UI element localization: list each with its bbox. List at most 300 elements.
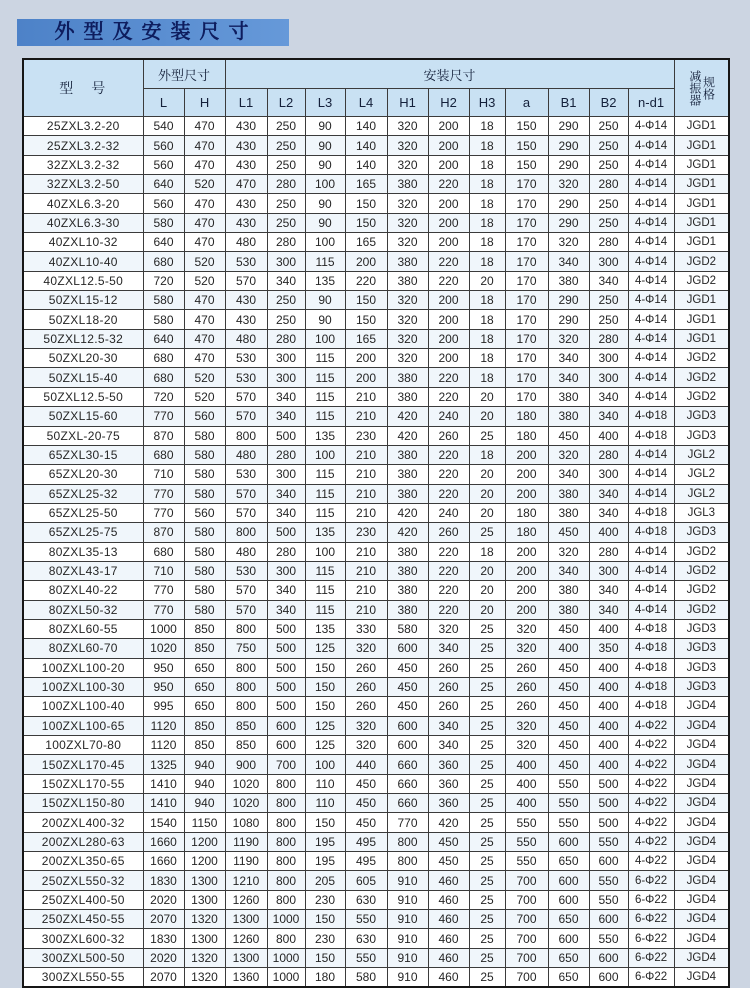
dimension-cell: 420 bbox=[387, 523, 428, 542]
dimension-cell: 250 bbox=[267, 291, 305, 310]
table-row bbox=[23, 948, 729, 967]
dimension-cell: 250 bbox=[589, 213, 628, 232]
dimension-cell: 4-Φ14 bbox=[628, 445, 674, 464]
dimension-cell: 220 bbox=[428, 600, 469, 619]
dimension-cell: 150 bbox=[305, 697, 345, 716]
dimension-cell: 200 bbox=[505, 445, 548, 464]
dimension-cell: 115 bbox=[305, 407, 345, 426]
dimension-cell: 320 bbox=[387, 213, 428, 232]
damper-spec-cell: JGD3 bbox=[674, 407, 729, 426]
dimension-cell: 850 bbox=[184, 639, 225, 658]
dimension-cell: 550 bbox=[589, 832, 628, 851]
dimension-cell: 220 bbox=[345, 271, 387, 290]
dimension-cell: 430 bbox=[225, 213, 267, 232]
dimension-cell: 290 bbox=[548, 136, 589, 155]
dimension-cell: 420 bbox=[387, 426, 428, 445]
dimension-cell: 25 bbox=[469, 426, 505, 445]
dimension-cell: 260 bbox=[428, 426, 469, 445]
dimension-cell: 340 bbox=[428, 736, 469, 755]
table-row bbox=[23, 561, 729, 580]
dimension-cell: 750 bbox=[225, 639, 267, 658]
dimension-cell: 850 bbox=[225, 736, 267, 755]
dimension-cell: 220 bbox=[428, 175, 469, 194]
dimension-cell: 800 bbox=[267, 929, 305, 948]
dimension-cell: 18 bbox=[469, 175, 505, 194]
damper-spec-cell: JGD1 bbox=[674, 194, 729, 213]
dimension-cell: 18 bbox=[469, 252, 505, 271]
dimension-cell: 1020 bbox=[143, 639, 184, 658]
dimension-cell: 800 bbox=[267, 852, 305, 871]
dimension-cell: 450 bbox=[548, 677, 589, 696]
dimension-cell: 200 bbox=[428, 194, 469, 213]
dimension-cell: 210 bbox=[345, 542, 387, 561]
dimension-cell: 340 bbox=[548, 252, 589, 271]
dimension-cell: 210 bbox=[345, 561, 387, 580]
table-body bbox=[23, 117, 729, 988]
table-row bbox=[23, 929, 729, 948]
dimension-cell: 1190 bbox=[225, 832, 267, 851]
dimension-cell: 700 bbox=[505, 910, 548, 929]
table-row bbox=[23, 426, 729, 445]
dimension-cell: 560 bbox=[143, 136, 184, 155]
dimension-cell: 6-Φ22 bbox=[628, 890, 674, 909]
dimension-cell: 600 bbox=[548, 832, 589, 851]
dimension-cell: 910 bbox=[387, 929, 428, 948]
dimension-cell: 260 bbox=[505, 697, 548, 716]
column-header-H3: H3 bbox=[469, 89, 505, 117]
dimension-cell: 560 bbox=[143, 194, 184, 213]
dimension-cell: 4-Φ14 bbox=[628, 465, 674, 484]
column-header-H1: H1 bbox=[387, 89, 428, 117]
dimension-cell: 200 bbox=[505, 600, 548, 619]
dimension-cell: 600 bbox=[548, 890, 589, 909]
dimension-cell: 450 bbox=[548, 736, 589, 755]
table-row bbox=[23, 542, 729, 561]
dimension-cell: 300 bbox=[589, 368, 628, 387]
dimension-cell: 1000 bbox=[267, 910, 305, 929]
dimension-cell: 20 bbox=[469, 581, 505, 600]
dimension-cell: 460 bbox=[428, 929, 469, 948]
damper-spec-cell: JGL2 bbox=[674, 465, 729, 484]
damper-spec-cell: JGD4 bbox=[674, 794, 729, 813]
dimension-cell: 400 bbox=[589, 755, 628, 774]
dimension-cell: 6-Φ22 bbox=[628, 910, 674, 929]
dimension-cell: 520 bbox=[184, 175, 225, 194]
dimension-cell: 380 bbox=[387, 542, 428, 561]
dimension-cell: 470 bbox=[184, 291, 225, 310]
model-cell: 100ZXL100-40 bbox=[23, 697, 143, 716]
dimension-cell: 340 bbox=[548, 349, 589, 368]
dimension-cell: 660 bbox=[387, 794, 428, 813]
model-cell: 50ZXL-20-75 bbox=[23, 426, 143, 445]
dimension-cell: 320 bbox=[345, 736, 387, 755]
dimension-cell: 800 bbox=[225, 677, 267, 696]
dimension-cell: 500 bbox=[267, 677, 305, 696]
dimension-cell: 1300 bbox=[225, 910, 267, 929]
dimension-cell: 200 bbox=[428, 136, 469, 155]
damper-spec-cell: JGD1 bbox=[674, 155, 729, 174]
dimension-cell: 210 bbox=[345, 445, 387, 464]
dimension-cell: 800 bbox=[267, 774, 305, 793]
column-header-L4: L4 bbox=[345, 89, 387, 117]
table-row bbox=[23, 852, 729, 871]
dimension-cell: 340 bbox=[589, 484, 628, 503]
damper-spec-cell: JGD4 bbox=[674, 852, 729, 871]
dimension-cell: 550 bbox=[548, 774, 589, 793]
dimension-cell: 170 bbox=[505, 213, 548, 232]
dimension-cell: 600 bbox=[589, 910, 628, 929]
dimension-cell: 4-Φ22 bbox=[628, 716, 674, 735]
dimension-cell: 170 bbox=[505, 271, 548, 290]
table-row bbox=[23, 774, 729, 793]
dimension-cell: 580 bbox=[184, 465, 225, 484]
dimension-cell: 470 bbox=[184, 329, 225, 348]
dimension-cell: 530 bbox=[225, 349, 267, 368]
dimension-cell: 165 bbox=[345, 233, 387, 252]
dimension-cell: 940 bbox=[184, 755, 225, 774]
dimension-cell: 530 bbox=[225, 561, 267, 580]
dimension-cell: 25 bbox=[469, 523, 505, 542]
dimension-cell: 200 bbox=[428, 155, 469, 174]
damper-spec-cell: JGL3 bbox=[674, 503, 729, 522]
table-row bbox=[23, 968, 729, 988]
model-cell: 80ZXL60-70 bbox=[23, 639, 143, 658]
dimension-cell: 470 bbox=[184, 117, 225, 136]
dimension-cell: 25 bbox=[469, 658, 505, 677]
dimension-cell: 1260 bbox=[225, 929, 267, 948]
dimension-cell: 320 bbox=[387, 233, 428, 252]
dimension-cell: 100 bbox=[305, 445, 345, 464]
dimension-cell: 770 bbox=[387, 813, 428, 832]
dimension-cell: 20 bbox=[469, 407, 505, 426]
dimension-cell: 4-Φ14 bbox=[628, 329, 674, 348]
dimension-cell: 340 bbox=[267, 387, 305, 406]
dimension-cell: 400 bbox=[589, 523, 628, 542]
dimension-cell: 300 bbox=[267, 561, 305, 580]
dimension-cell: 6-Φ22 bbox=[628, 948, 674, 967]
dimension-cell: 380 bbox=[548, 600, 589, 619]
dimension-cell: 1660 bbox=[143, 832, 184, 851]
dimension-cell: 1300 bbox=[184, 929, 225, 948]
dimension-cell: 560 bbox=[184, 407, 225, 426]
dimension-cell: 20 bbox=[469, 484, 505, 503]
dimension-cell: 200 bbox=[505, 561, 548, 580]
dimension-cell: 220 bbox=[428, 581, 469, 600]
dimension-cell: 25 bbox=[469, 639, 505, 658]
dimension-cell: 220 bbox=[428, 271, 469, 290]
model-cell: 25ZXL3.2-32 bbox=[23, 136, 143, 155]
dimension-cell: 90 bbox=[305, 194, 345, 213]
dimension-cell: 165 bbox=[345, 175, 387, 194]
column-header-L3: L3 bbox=[305, 89, 345, 117]
dimension-cell: 25 bbox=[469, 677, 505, 696]
dimension-cell: 200 bbox=[428, 213, 469, 232]
dimension-cell: 800 bbox=[387, 852, 428, 871]
dimension-cell: 150 bbox=[345, 291, 387, 310]
dimension-cell: 340 bbox=[589, 407, 628, 426]
column-group-outline-dimensions: 外型尺寸 bbox=[143, 59, 225, 89]
dimension-cell: 480 bbox=[225, 233, 267, 252]
dimension-cell: 430 bbox=[225, 310, 267, 329]
dimension-cell: 4-Φ18 bbox=[628, 677, 674, 696]
dimension-cell: 1410 bbox=[143, 774, 184, 793]
dimension-cell: 910 bbox=[387, 968, 428, 988]
dimension-cell: 400 bbox=[589, 736, 628, 755]
dimension-cell: 1320 bbox=[184, 948, 225, 967]
table-row bbox=[23, 600, 729, 619]
dimension-cell: 500 bbox=[267, 523, 305, 542]
dimension-cell: 550 bbox=[589, 871, 628, 890]
dimension-cell: 400 bbox=[589, 716, 628, 735]
table-row bbox=[23, 445, 729, 464]
dimension-cell: 770 bbox=[143, 600, 184, 619]
dimension-cell: 150 bbox=[305, 677, 345, 696]
dimension-cell: 1020 bbox=[225, 794, 267, 813]
table-row bbox=[23, 233, 729, 252]
dimension-cell: 580 bbox=[387, 619, 428, 638]
dimension-cell: 380 bbox=[548, 503, 589, 522]
dimension-cell: 400 bbox=[589, 677, 628, 696]
column-header-H: H bbox=[184, 89, 225, 117]
model-cell: 40ZXL12.5-50 bbox=[23, 271, 143, 290]
dimension-cell: 18 bbox=[469, 349, 505, 368]
dimension-cell: 940 bbox=[184, 774, 225, 793]
model-cell: 150ZXL170-55 bbox=[23, 774, 143, 793]
dimension-cell: 180 bbox=[505, 407, 548, 426]
model-cell: 250ZXL400-50 bbox=[23, 890, 143, 909]
dimension-cell: 250 bbox=[589, 310, 628, 329]
dimension-cell: 210 bbox=[345, 503, 387, 522]
dimension-cell: 520 bbox=[184, 387, 225, 406]
model-cell: 100ZXL100-20 bbox=[23, 658, 143, 677]
dimension-cell: 520 bbox=[184, 252, 225, 271]
dimension-cell: 230 bbox=[345, 523, 387, 542]
table-row bbox=[23, 910, 729, 929]
dimension-cell: 250 bbox=[589, 155, 628, 174]
dimension-cell: 340 bbox=[428, 716, 469, 735]
model-cell: 300ZXL550-55 bbox=[23, 968, 143, 988]
dimension-cell: 20 bbox=[469, 503, 505, 522]
dimension-cell: 700 bbox=[267, 755, 305, 774]
dimension-cell: 420 bbox=[387, 407, 428, 426]
dimension-cell: 25 bbox=[469, 697, 505, 716]
dimension-cell: 430 bbox=[225, 194, 267, 213]
dimension-cell: 280 bbox=[267, 175, 305, 194]
dimension-cell: 25 bbox=[469, 755, 505, 774]
table-row bbox=[23, 175, 729, 194]
model-cell: 80ZXL60-55 bbox=[23, 619, 143, 638]
dimension-cell: 700 bbox=[505, 890, 548, 909]
dimension-cell: 680 bbox=[143, 368, 184, 387]
dimension-cell: 1200 bbox=[184, 852, 225, 871]
damper-spec-cell: JGD3 bbox=[674, 658, 729, 677]
table-row bbox=[23, 484, 729, 503]
dimension-cell: 870 bbox=[143, 523, 184, 542]
dimension-cell: 4-Φ14 bbox=[628, 291, 674, 310]
dimension-cell: 4-Φ18 bbox=[628, 503, 674, 522]
dimension-cell: 380 bbox=[387, 271, 428, 290]
dimension-cell: 550 bbox=[548, 813, 589, 832]
dimension-cell: 1120 bbox=[143, 716, 184, 735]
model-cell: 32ZXL3.2-32 bbox=[23, 155, 143, 174]
dimension-cell: 300 bbox=[267, 465, 305, 484]
dimension-cell: 800 bbox=[387, 832, 428, 851]
dimension-cell: 18 bbox=[469, 117, 505, 136]
dimension-cell: 450 bbox=[345, 774, 387, 793]
dimension-cell: 4-Φ22 bbox=[628, 813, 674, 832]
dimension-cell: 460 bbox=[428, 871, 469, 890]
model-cell: 50ZXL15-40 bbox=[23, 368, 143, 387]
model-cell: 100ZXL100-65 bbox=[23, 716, 143, 735]
dimension-cell: 550 bbox=[548, 794, 589, 813]
dimension-cell: 650 bbox=[548, 910, 589, 929]
table-row bbox=[23, 639, 729, 658]
dimension-cell: 450 bbox=[428, 852, 469, 871]
dimension-cell: 290 bbox=[548, 213, 589, 232]
dimension-cell: 850 bbox=[225, 716, 267, 735]
dimension-cell: 150 bbox=[505, 155, 548, 174]
dimension-cell: 4-Φ14 bbox=[628, 194, 674, 213]
dimension-cell: 700 bbox=[505, 871, 548, 890]
dimension-cell: 115 bbox=[305, 600, 345, 619]
table-row bbox=[23, 581, 729, 600]
dimension-cell: 115 bbox=[305, 581, 345, 600]
dimension-cell: 770 bbox=[143, 407, 184, 426]
dimension-cell: 250 bbox=[589, 291, 628, 310]
dimension-cell: 280 bbox=[589, 175, 628, 194]
dimension-cell: 18 bbox=[469, 155, 505, 174]
dimension-cell: 170 bbox=[505, 175, 548, 194]
dimension-cell: 300 bbox=[589, 349, 628, 368]
model-cell: 25ZXL3.2-20 bbox=[23, 117, 143, 136]
dimension-cell: 290 bbox=[548, 310, 589, 329]
model-cell: 250ZXL450-55 bbox=[23, 910, 143, 929]
dimension-cell: 4-Φ14 bbox=[628, 581, 674, 600]
dimension-cell: 700 bbox=[505, 948, 548, 967]
dimension-cell: 195 bbox=[305, 832, 345, 851]
dimension-cell: 680 bbox=[143, 542, 184, 561]
damper-spec-vertical-text bbox=[675, 70, 729, 106]
model-cell: 65ZXL25-75 bbox=[23, 523, 143, 542]
damper-spec-cell: JGD3 bbox=[674, 426, 729, 445]
dimension-cell: 430 bbox=[225, 117, 267, 136]
dimension-cell: 420 bbox=[428, 813, 469, 832]
damper-spec-cell: JGD4 bbox=[674, 910, 729, 929]
dimension-cell: 950 bbox=[143, 658, 184, 677]
table-row bbox=[23, 465, 729, 484]
dimension-cell: 250 bbox=[267, 310, 305, 329]
column-header-L2: L2 bbox=[267, 89, 305, 117]
dimension-cell: 4-Φ18 bbox=[628, 697, 674, 716]
dimension-cell: 350 bbox=[589, 639, 628, 658]
damper-spec-cell: JGD3 bbox=[674, 523, 729, 542]
damper-spec-cell: JGD4 bbox=[674, 697, 729, 716]
dimension-cell: 4-Φ14 bbox=[628, 387, 674, 406]
model-cell: 80ZXL50-32 bbox=[23, 600, 143, 619]
dimension-cell: 320 bbox=[505, 736, 548, 755]
model-cell: 50ZXL18-20 bbox=[23, 310, 143, 329]
dimension-cell: 290 bbox=[548, 194, 589, 213]
dimension-cell: 200 bbox=[505, 465, 548, 484]
table-row bbox=[23, 736, 729, 755]
table-row bbox=[23, 619, 729, 638]
dimension-cell: 400 bbox=[505, 774, 548, 793]
dimension-cell: 320 bbox=[387, 136, 428, 155]
dimension-cell: 240 bbox=[428, 503, 469, 522]
damper-spec-cell: JGD1 bbox=[674, 175, 729, 194]
dimension-cell: 850 bbox=[184, 619, 225, 638]
dimension-cell: 640 bbox=[143, 175, 184, 194]
dimension-cell: 540 bbox=[143, 117, 184, 136]
damper-spec-cell: JGD1 bbox=[674, 291, 729, 310]
model-cell: 50ZXL15-60 bbox=[23, 407, 143, 426]
dimension-cell: 500 bbox=[267, 697, 305, 716]
model-cell: 300ZXL500-50 bbox=[23, 948, 143, 967]
dimension-cell: 570 bbox=[225, 600, 267, 619]
dimension-cell: 580 bbox=[184, 484, 225, 503]
dimension-cell: 18 bbox=[469, 233, 505, 252]
dimension-cell: 280 bbox=[589, 542, 628, 561]
dimension-cell: 135 bbox=[305, 619, 345, 638]
dimension-cell: 340 bbox=[548, 561, 589, 580]
dimension-cell: 1260 bbox=[225, 890, 267, 909]
damper-spec-cell: JGD2 bbox=[674, 542, 729, 561]
dimension-cell: 1150 bbox=[184, 813, 225, 832]
dimension-cell: 125 bbox=[305, 716, 345, 735]
dimension-cell: 4-Φ14 bbox=[628, 233, 674, 252]
dimension-cell: 720 bbox=[143, 387, 184, 406]
dimension-cell: 180 bbox=[505, 523, 548, 542]
dimension-cell: 4-Φ14 bbox=[628, 213, 674, 232]
dimension-cell: 800 bbox=[267, 813, 305, 832]
dimension-cell: 140 bbox=[345, 155, 387, 174]
dimension-cell: 115 bbox=[305, 484, 345, 503]
dimension-cell: 1080 bbox=[225, 813, 267, 832]
table-row bbox=[23, 329, 729, 348]
dimension-cell: 200 bbox=[345, 349, 387, 368]
dimension-cell: 20 bbox=[469, 271, 505, 290]
dimension-cell: 910 bbox=[387, 871, 428, 890]
dimension-cell: 770 bbox=[143, 581, 184, 600]
dimension-cell: 240 bbox=[428, 407, 469, 426]
dimension-cell: 480 bbox=[225, 329, 267, 348]
damper-spec-cell: JGD4 bbox=[674, 871, 729, 890]
dimension-cell: 4-Φ14 bbox=[628, 155, 674, 174]
dimension-cell: 680 bbox=[143, 349, 184, 368]
dimension-cell: 25 bbox=[469, 832, 505, 851]
damper-spec-cell: JGD2 bbox=[674, 252, 729, 271]
dimension-cell: 650 bbox=[548, 968, 589, 988]
model-cell: 40ZXL6.3-20 bbox=[23, 194, 143, 213]
damper-spec-cell: JGD4 bbox=[674, 813, 729, 832]
page-title: 外型及安装尺寸 bbox=[17, 19, 289, 46]
dimension-cell: 25 bbox=[469, 774, 505, 793]
dimension-cell: 650 bbox=[184, 697, 225, 716]
dimension-cell: 150 bbox=[305, 658, 345, 677]
table-row bbox=[23, 117, 729, 136]
dimension-cell: 150 bbox=[305, 948, 345, 967]
dimension-cell: 340 bbox=[589, 600, 628, 619]
dimension-cell: 18 bbox=[469, 329, 505, 348]
damper-spec-cell: JGD1 bbox=[674, 213, 729, 232]
dimension-cell: 550 bbox=[505, 832, 548, 851]
dimension-cell: 940 bbox=[184, 794, 225, 813]
dimension-cell: 340 bbox=[548, 465, 589, 484]
dimension-cell: 4-Φ22 bbox=[628, 832, 674, 851]
dimension-cell: 660 bbox=[387, 755, 428, 774]
dimension-cell: 260 bbox=[345, 677, 387, 696]
dimension-cell: 380 bbox=[387, 484, 428, 503]
